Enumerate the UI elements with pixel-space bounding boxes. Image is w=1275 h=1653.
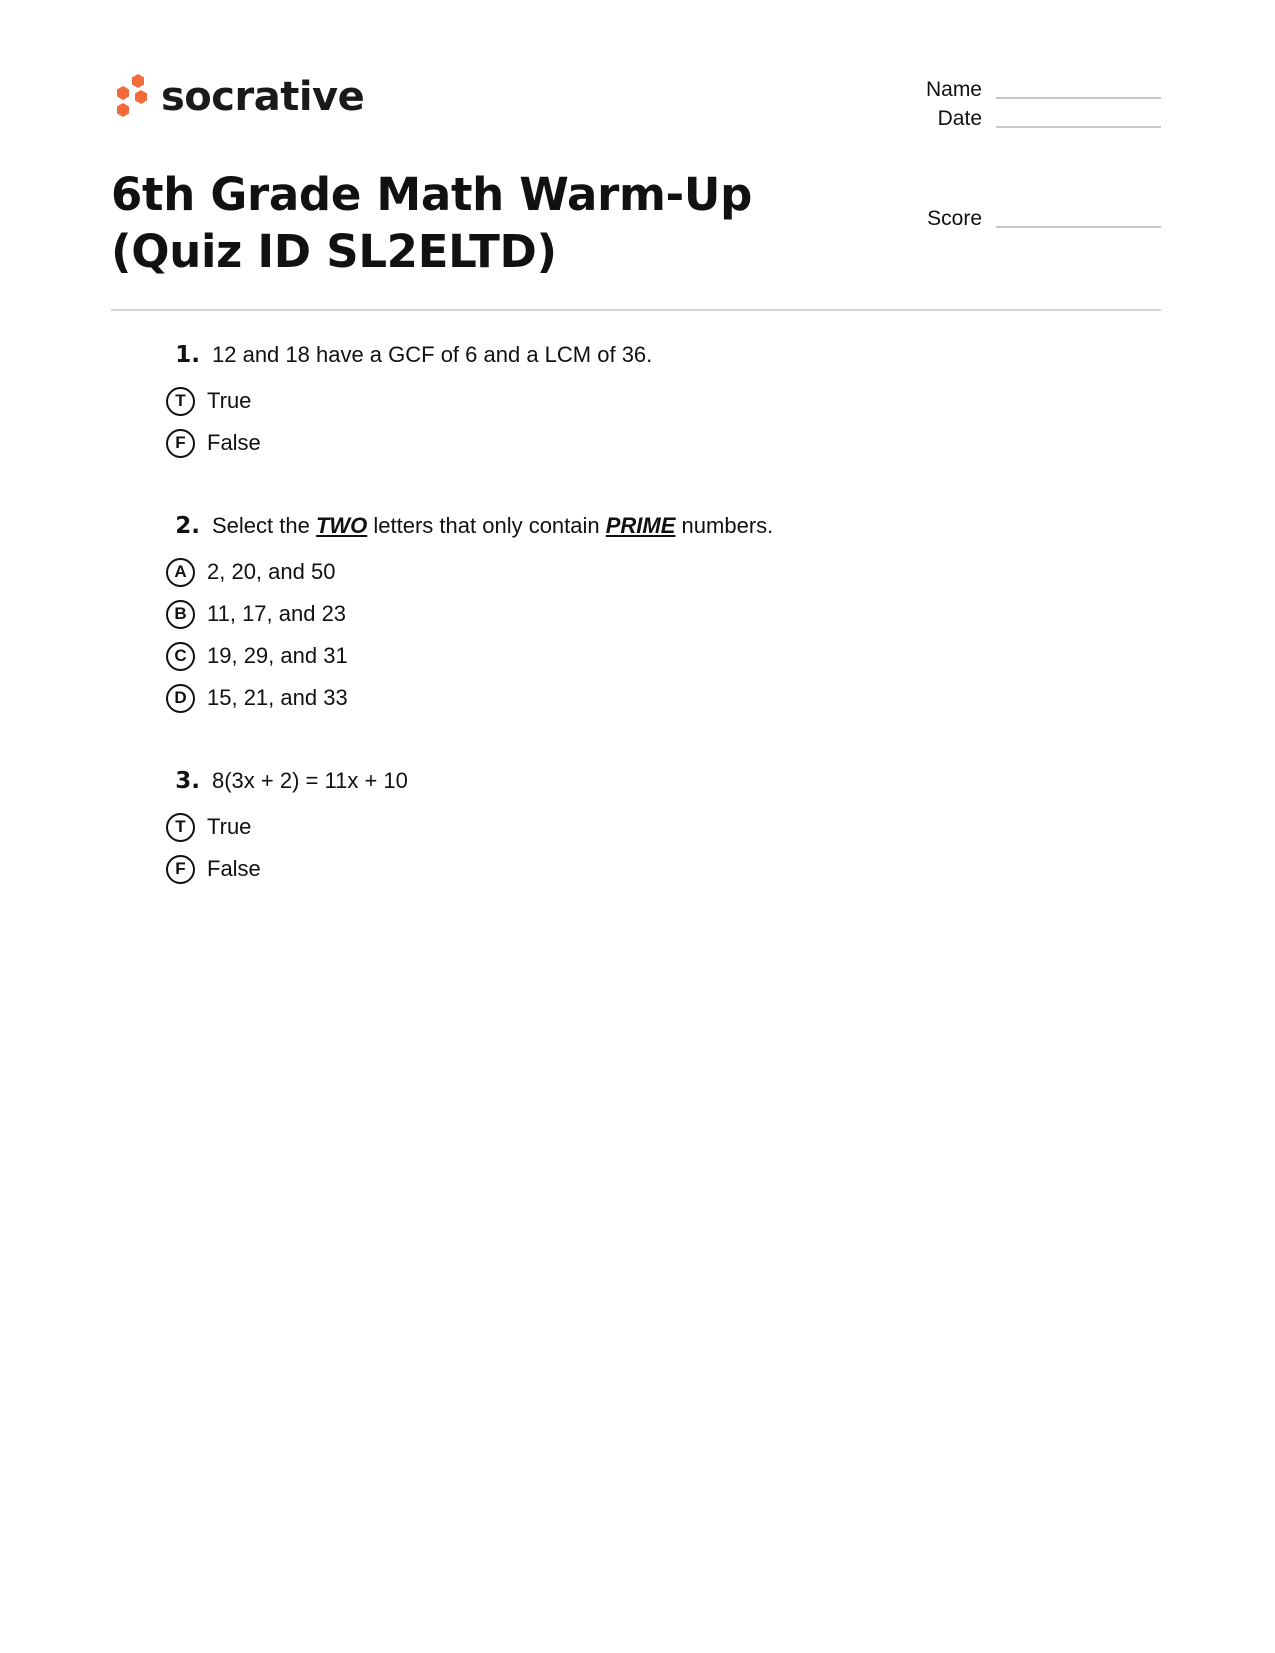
score-field[interactable] bbox=[927, 207, 1161, 231]
question-text-part: Select the bbox=[212, 513, 316, 538]
answer-bubble[interactable]: F bbox=[166, 429, 195, 458]
emphasis-two: TWO bbox=[315, 513, 368, 538]
question-2 bbox=[166, 513, 1116, 715]
socrative-logo bbox=[111, 72, 364, 122]
question-text bbox=[212, 513, 773, 539]
option-text: False bbox=[207, 430, 261, 455]
option-true[interactable] bbox=[166, 810, 1116, 844]
option-text: 15, 21, and 33 bbox=[207, 685, 348, 710]
date-field[interactable] bbox=[938, 107, 1161, 131]
name-label: Name bbox=[925, 78, 982, 101]
option-text: True bbox=[207, 388, 252, 413]
date-label: Date bbox=[937, 107, 982, 130]
answer-bubble[interactable]: C bbox=[166, 642, 195, 671]
emphasis-prime: PRIME bbox=[605, 513, 676, 538]
hexagon-shape bbox=[135, 90, 147, 104]
score-line[interactable] bbox=[996, 226, 1161, 228]
answer-bubble[interactable]: T bbox=[166, 387, 195, 416]
date-line[interactable] bbox=[996, 126, 1161, 128]
brand-name: socrative bbox=[161, 74, 365, 120]
hexagon-shape bbox=[117, 103, 129, 117]
option-a[interactable] bbox=[166, 555, 1116, 589]
answer-bubble[interactable]: D bbox=[166, 684, 195, 713]
option-b[interactable] bbox=[166, 597, 1116, 631]
question-1 bbox=[166, 342, 1116, 460]
option-text: 19, 29, and 31 bbox=[207, 643, 348, 668]
hexagon-shape bbox=[132, 74, 144, 88]
hexagon-shape bbox=[117, 86, 129, 100]
option-text: False bbox=[207, 856, 261, 881]
option-d[interactable] bbox=[166, 681, 1116, 715]
question-number: 1. bbox=[175, 342, 200, 368]
question-text: 12 and 18 have a GCF of 6 and a LCM of 36. bbox=[212, 342, 653, 367]
question-number: 2. bbox=[175, 513, 200, 539]
name-field[interactable] bbox=[926, 78, 1161, 102]
question-header bbox=[166, 768, 1116, 802]
question-3 bbox=[166, 768, 1116, 886]
hexagon-logo-icon bbox=[111, 72, 151, 122]
option-false[interactable] bbox=[166, 426, 1116, 460]
header-divider bbox=[111, 309, 1161, 311]
page-title: 6th Grade Math Warm-Up (Quiz ID SL2ELTD) bbox=[111, 168, 753, 278]
answer-bubble[interactable]: B bbox=[166, 600, 195, 629]
option-false[interactable] bbox=[166, 852, 1116, 886]
answer-bubble[interactable]: F bbox=[166, 855, 195, 884]
question-number: 3. bbox=[175, 768, 200, 794]
option-text: 11, 17, and 23 bbox=[207, 601, 347, 626]
option-text: True bbox=[207, 814, 252, 839]
option-text: 2, 20, and 50 bbox=[207, 559, 336, 584]
option-true[interactable] bbox=[166, 384, 1116, 418]
name-line[interactable] bbox=[996, 97, 1161, 99]
question-text-part: letters that only contain bbox=[367, 513, 606, 538]
answer-bubble[interactable]: A bbox=[166, 558, 195, 587]
score-label: Score bbox=[927, 207, 982, 230]
option-c[interactable] bbox=[166, 639, 1116, 673]
question-header bbox=[166, 513, 1116, 547]
question-text: 8(3x + 2) = 11x + 10 bbox=[212, 768, 408, 793]
question-text-part: numbers. bbox=[675, 513, 774, 538]
question-header bbox=[166, 342, 1116, 376]
answer-bubble[interactable]: T bbox=[166, 813, 195, 842]
